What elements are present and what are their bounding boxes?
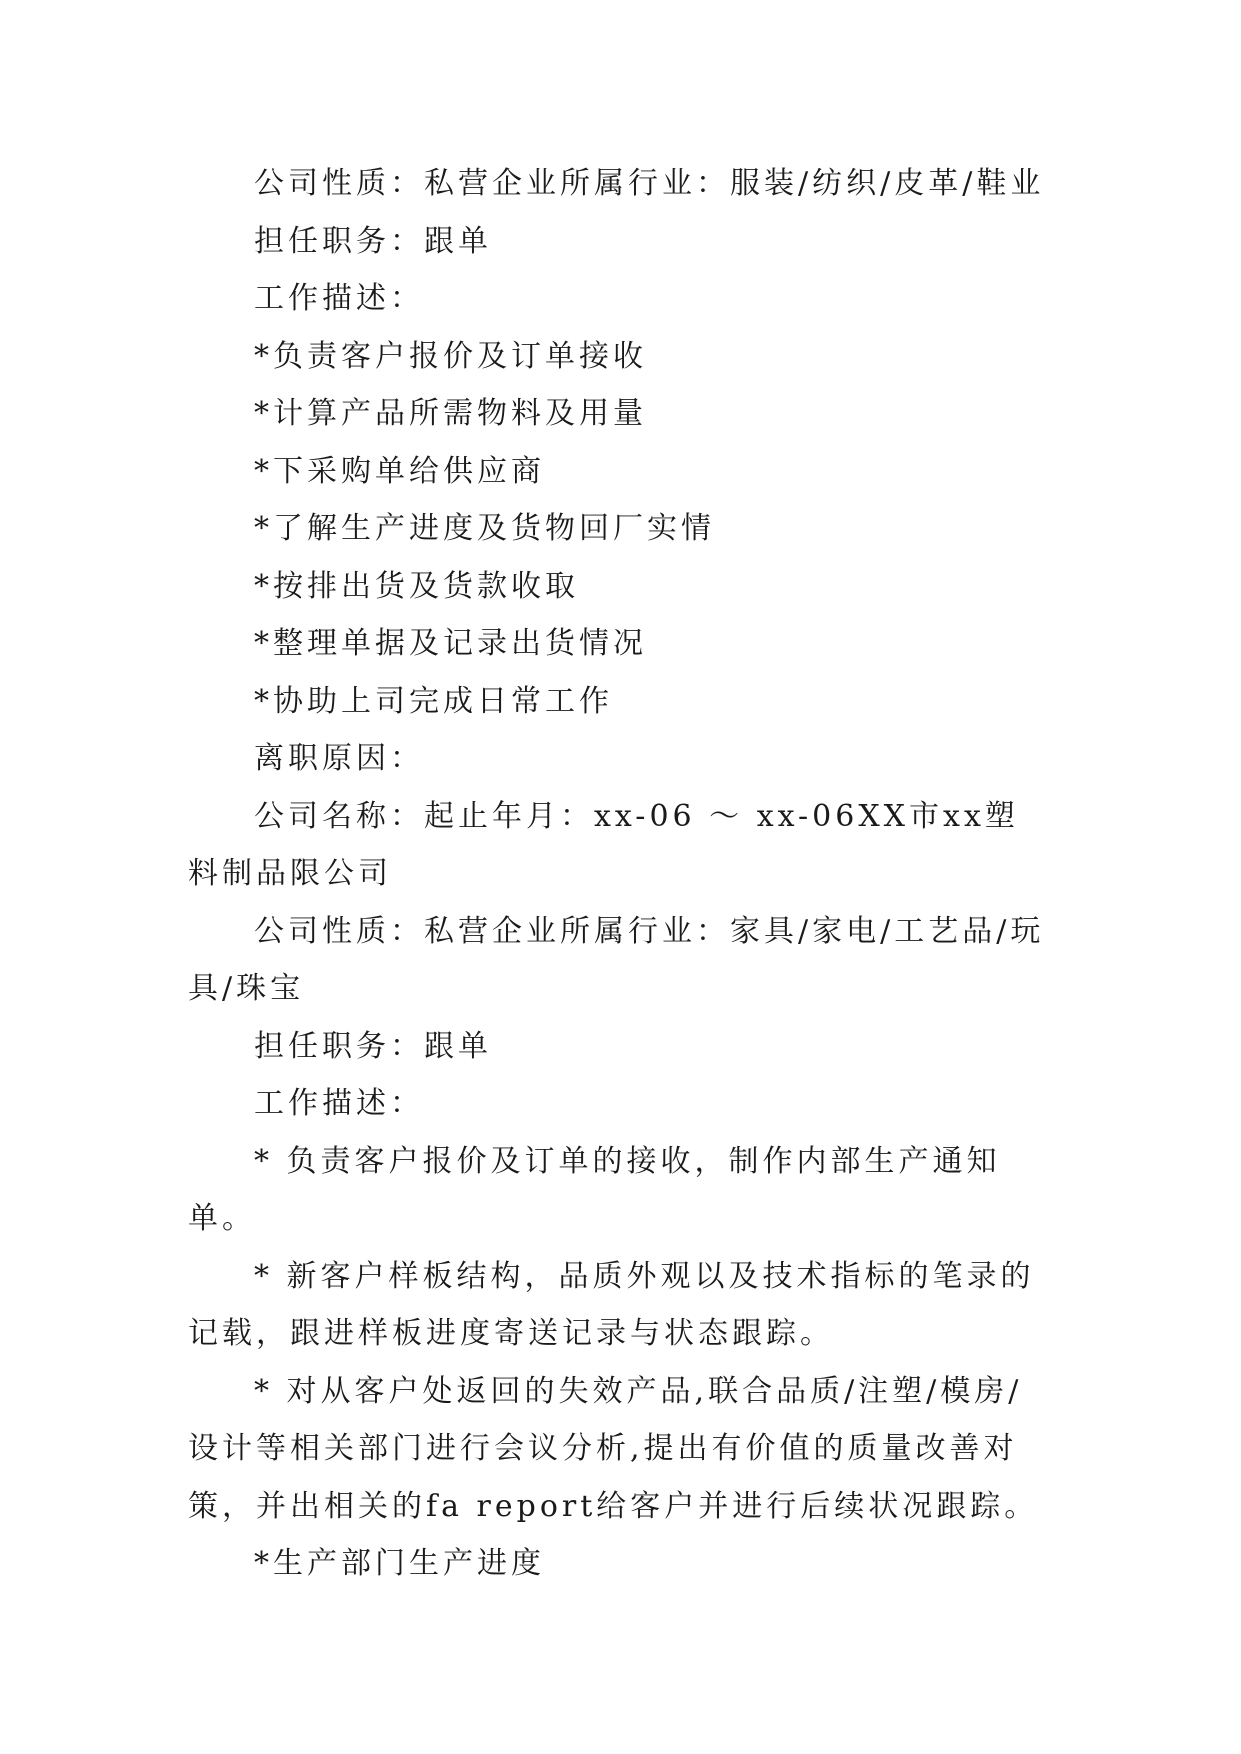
paragraph-position-2: 担任职务：跟单 bbox=[254, 1028, 492, 1064]
paragraph-job-description-heading-1: 工作描述： bbox=[254, 281, 424, 316]
paragraph-leaving-reason: 离职原因： bbox=[254, 741, 424, 776]
paragraph-duty-5: *按排出货及货款收取 bbox=[254, 568, 579, 604]
paragraph-company-nature-2: 公司性质：私营企业所属行业：家具/家电/工艺品/玩具/珠宝 bbox=[188, 913, 1045, 1006]
paragraph-duty-2: *计算产品所需物料及用量 bbox=[254, 396, 647, 431]
paragraph-duty-1: *负责客户报价及订单接收 bbox=[254, 338, 647, 374]
paragraph-duty-10: * 对从客户处返回的失效产品,联合品质/注塑/模房/设计等相关部门进行会议分析,提出有价值的质量改善对策，并出相关的fa report给客户并进行后续状况跟踪。 bbox=[188, 1373, 1039, 1524]
paragraph-job-description-heading-2: 工作描述： bbox=[254, 1086, 424, 1121]
paragraph-company-nature-1: 公司性质：私营企业所属行业：服装/纺织/皮革/鞋业 bbox=[254, 166, 1045, 201]
document-body bbox=[188, 155, 1048, 1593]
paragraph-duty-9: * 新客户样板结构，品质外观以及技术指标的笔录的记载，跟进样板进度寄送记录与状态跟踪。 bbox=[188, 1258, 1035, 1351]
paragraph-duty-11: *生产部门生产进度 bbox=[254, 1546, 545, 1581]
paragraph-position-1: 担任职务：跟单 bbox=[254, 223, 492, 259]
paragraph-duty-6: *整理单据及记录出货情况 bbox=[254, 626, 647, 661]
paragraph-duty-4: *了解生产进度及货物回厂实情 bbox=[254, 511, 715, 546]
paragraph-company-name: 公司名称：起止年月：xx-06 ～ xx-06XX市xx塑料制品限公司 bbox=[188, 798, 1019, 891]
paragraph-duty-8: * 负责客户报价及订单的接收，制作内部生产通知单。 bbox=[188, 1143, 1001, 1236]
paragraph-duty-3: *下采购单给供应商 bbox=[254, 453, 545, 489]
paragraph-duty-7: *协助上司完成日常工作 bbox=[254, 683, 613, 719]
